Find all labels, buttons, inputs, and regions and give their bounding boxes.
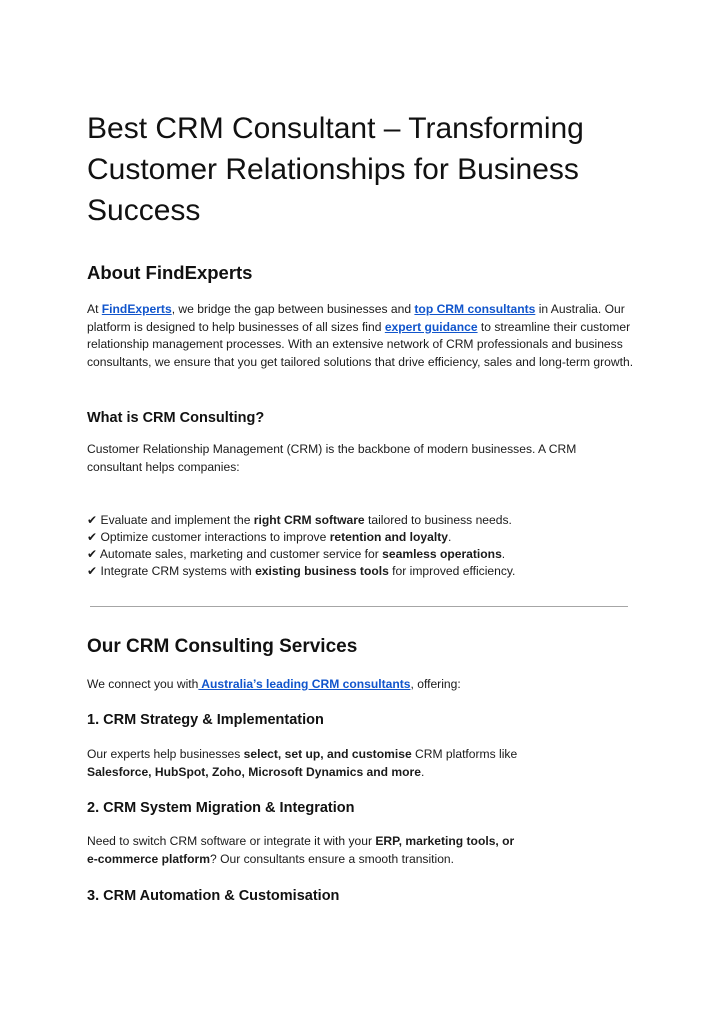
top-crm-consultants-link[interactable]: top CRM consultants — [414, 302, 536, 316]
about-text-3: in Australia. Our platform is designed to help businesses of all sizes find — [87, 302, 625, 334]
list-item: ✔ Optimize customer interactions to improve retention and loyalty. — [87, 530, 452, 544]
services-heading: Our CRM Consulting Services — [87, 636, 358, 657]
service-1-heading: 1. CRM Strategy & Implementation — [87, 712, 324, 728]
benefits-list — [87, 512, 647, 580]
about-text-2: , we bridge the gap between businesses and — [171, 302, 415, 316]
australias-leading-crm-consultants-link[interactable]: Australia’s leading CRM consultants — [198, 677, 411, 691]
service-1-paragraph: Our experts help businesses select, set up, and customise CRM platforms like Salesforce, HubSpot, Zoho, Microsoft Dynamics and more. — [87, 747, 518, 779]
list-item: ✔ Evaluate and implement the right CRM software tailored to business needs. — [87, 513, 512, 527]
about-text-4: to streamline their customer relationship management processes. With an extensive network of CRM professionals and business consultants, we ensure that you get tailored solutions that drive efficiency, sales and long-term growth. — [87, 319, 634, 369]
about-text-1: At — [87, 302, 102, 316]
checkmark-icon: ✔ — [87, 547, 98, 561]
what-is-crm-paragraph: Customer Relationship Management (CRM) is the backbone of modern businesses. A CRM consultant helps companies: — [87, 442, 577, 474]
services-intro-text: We connect you with — [87, 677, 199, 691]
what-is-crm-heading: What is CRM Consulting? — [87, 410, 265, 426]
service-2-paragraph: Need to switch CRM software or integrate it with your ERP, marketing tools, or e-commerce platform? Our consultants ensure a smooth transition. — [87, 834, 515, 866]
checkmark-icon: ✔ — [87, 530, 98, 544]
horizontal-divider — [90, 606, 628, 607]
service-2-heading: 2. CRM System Migration & Integration — [87, 800, 355, 816]
checkmark-icon: ✔ — [87, 564, 98, 578]
list-item: ✔ Automate sales, marketing and customer service for seamless operations. — [87, 547, 506, 561]
expert-guidance-link[interactable]: expert guidance — [384, 319, 478, 334]
checkmark-icon: ✔ — [87, 513, 98, 527]
services-intro — [87, 676, 635, 694]
findexperts-link[interactable]: FindExperts — [101, 302, 172, 316]
services-intro-end: , offering: — [410, 677, 461, 691]
service-3-heading: 3. CRM Automation & Customisation — [87, 888, 340, 904]
list-item: ✔ Integrate CRM systems with existing business tools for improved efficiency. — [87, 564, 516, 578]
about-paragraph — [87, 301, 635, 371]
about-heading: About FindExperts — [87, 262, 253, 283]
page-title: Best CRM Consultant – Transforming Customer Relationships for Business Success — [87, 112, 584, 227]
